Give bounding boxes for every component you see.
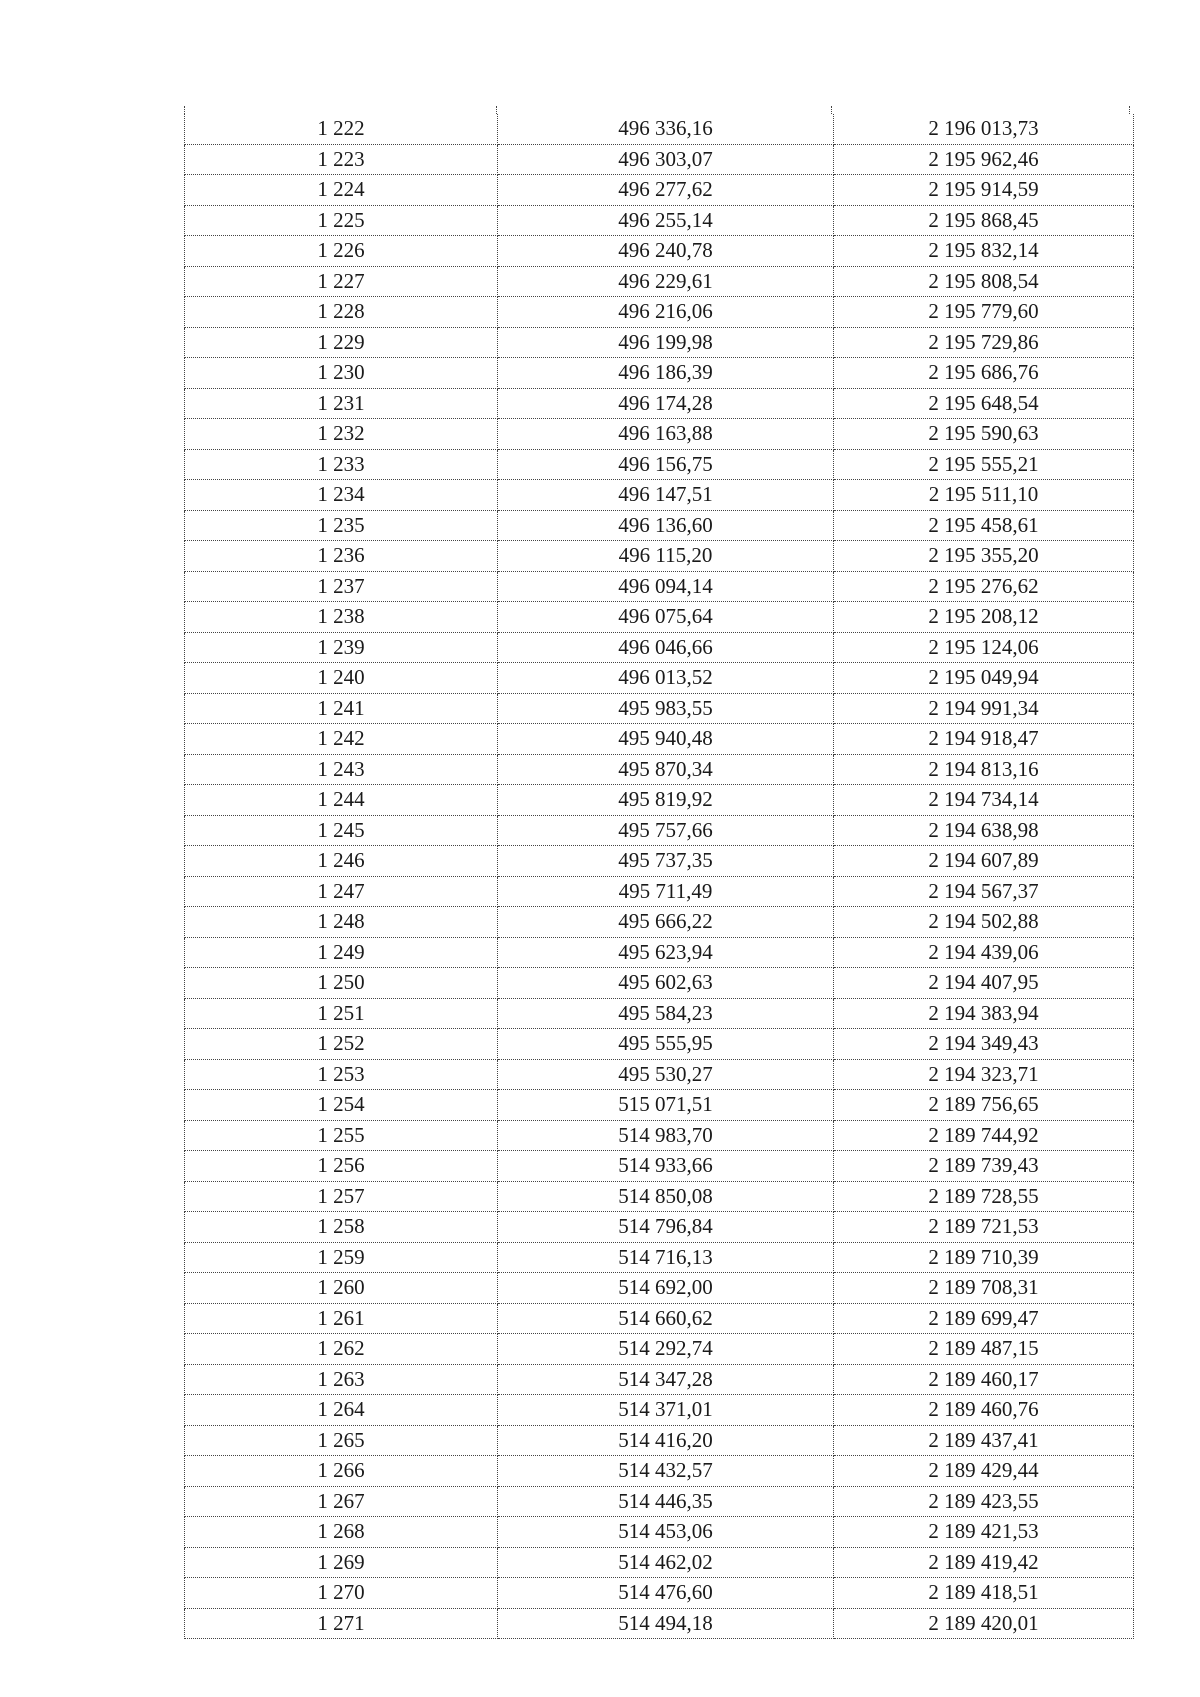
x-coordinate-cell: 496 303,07 [498,144,834,175]
x-coordinate-cell: 495 870,34 [498,754,834,785]
point-number-cell: 1 256 [185,1151,498,1182]
y-coordinate-cell: 2 194 734,14 [834,785,1134,816]
y-coordinate-cell: 2 195 808,54 [834,266,1134,297]
table-row [185,1059,1134,1090]
table-row [185,937,1134,968]
x-coordinate-cell: 514 716,13 [498,1242,834,1273]
point-number-cell: 1 252 [185,1029,498,1060]
x-coordinate-cell: 495 666,22 [498,907,834,938]
y-coordinate-cell: 2 189 728,55 [834,1181,1134,1212]
table-row [185,1212,1134,1243]
point-number-cell: 1 228 [185,297,498,328]
y-coordinate-cell: 2 189 721,53 [834,1212,1134,1243]
y-coordinate-cell: 2 194 407,95 [834,968,1134,999]
x-coordinate-cell: 495 819,92 [498,785,834,816]
x-coordinate-cell: 514 796,84 [498,1212,834,1243]
table-row [185,114,1134,144]
table-row [185,1029,1134,1060]
y-coordinate-cell: 2 194 383,94 [834,998,1134,1029]
y-coordinate-cell: 2 189 756,65 [834,1090,1134,1121]
y-coordinate-cell: 2 194 918,47 [834,724,1134,755]
tick-col-1 [184,106,185,114]
table-row [185,571,1134,602]
x-coordinate-cell: 495 555,95 [498,1029,834,1060]
table-row [185,1608,1134,1639]
y-coordinate-cell: 2 194 349,43 [834,1029,1134,1060]
x-coordinate-cell: 496 174,28 [498,388,834,419]
y-coordinate-cell: 2 189 418,51 [834,1578,1134,1609]
x-coordinate-cell: 514 494,18 [498,1608,834,1639]
table-row [185,1242,1134,1273]
y-coordinate-cell: 2 195 868,45 [834,205,1134,236]
point-number-cell: 1 267 [185,1486,498,1517]
table-row [185,815,1134,846]
x-coordinate-cell: 496 216,06 [498,297,834,328]
point-number-cell: 1 231 [185,388,498,419]
point-number-cell: 1 265 [185,1425,498,1456]
y-coordinate-cell: 2 189 419,42 [834,1547,1134,1578]
y-coordinate-cell: 2 189 699,47 [834,1303,1134,1334]
point-number-cell: 1 248 [185,907,498,938]
point-number-cell: 1 243 [185,754,498,785]
table-row [185,480,1134,511]
point-number-cell: 1 269 [185,1547,498,1578]
y-coordinate-cell: 2 195 355,20 [834,541,1134,572]
tick-col-2 [496,106,497,114]
table-row [185,602,1134,633]
table-row [185,907,1134,938]
x-coordinate-cell: 496 277,62 [498,175,834,206]
point-number-cell: 1 263 [185,1364,498,1395]
y-coordinate-cell: 2 189 460,76 [834,1395,1134,1426]
table-row [185,1395,1134,1426]
y-coordinate-cell: 2 195 511,10 [834,480,1134,511]
table-row [185,419,1134,450]
x-coordinate-cell: 514 432,57 [498,1456,834,1487]
point-number-cell: 1 255 [185,1120,498,1151]
y-coordinate-cell: 2 189 708,31 [834,1273,1134,1304]
y-coordinate-cell: 2 194 567,37 [834,876,1134,907]
x-coordinate-cell: 496 186,39 [498,358,834,389]
point-number-cell: 1 236 [185,541,498,572]
point-number-cell: 1 261 [185,1303,498,1334]
point-number-cell: 1 246 [185,846,498,877]
x-coordinate-cell: 514 446,35 [498,1486,834,1517]
table-row [185,1456,1134,1487]
y-coordinate-cell: 2 194 502,88 [834,907,1134,938]
point-number-cell: 1 233 [185,449,498,480]
y-coordinate-cell: 2 194 813,16 [834,754,1134,785]
table-row [185,1334,1134,1365]
x-coordinate-cell: 495 602,63 [498,968,834,999]
point-number-cell: 1 251 [185,998,498,1029]
point-number-cell: 1 253 [185,1059,498,1090]
table-row [185,1517,1134,1548]
table-row [185,1578,1134,1609]
y-coordinate-cell: 2 196 013,73 [834,114,1134,144]
table-row [185,1120,1134,1151]
point-number-cell: 1 239 [185,632,498,663]
table-row [185,998,1134,1029]
x-coordinate-cell: 496 336,16 [498,114,834,144]
point-number-cell: 1 223 [185,144,498,175]
y-coordinate-cell: 2 189 744,92 [834,1120,1134,1151]
x-coordinate-cell: 496 115,20 [498,541,834,572]
point-number-cell: 1 262 [185,1334,498,1365]
point-number-cell: 1 225 [185,205,498,236]
table-row [185,266,1134,297]
point-number-cell: 1 242 [185,724,498,755]
table-row [185,754,1134,785]
table-row [185,1364,1134,1395]
tick-col-4 [1129,106,1130,114]
point-number-cell: 1 244 [185,785,498,816]
y-coordinate-cell: 2 195 458,61 [834,510,1134,541]
point-number-cell: 1 271 [185,1608,498,1639]
x-coordinate-cell: 515 071,51 [498,1090,834,1121]
table-row [185,449,1134,480]
y-coordinate-cell: 2 195 962,46 [834,144,1134,175]
point-number-cell: 1 270 [185,1578,498,1609]
point-number-cell: 1 268 [185,1517,498,1548]
table-row [185,1425,1134,1456]
table-row [185,724,1134,755]
point-number-cell: 1 232 [185,419,498,450]
point-number-cell: 1 259 [185,1242,498,1273]
x-coordinate-cell: 495 530,27 [498,1059,834,1090]
x-coordinate-cell: 514 476,60 [498,1578,834,1609]
point-number-cell: 1 257 [185,1181,498,1212]
y-coordinate-cell: 2 195 590,63 [834,419,1134,450]
x-coordinate-cell: 496 229,61 [498,266,834,297]
y-coordinate-cell: 2 195 049,94 [834,663,1134,694]
point-number-cell: 1 241 [185,693,498,724]
table-row [185,510,1134,541]
point-number-cell: 1 260 [185,1273,498,1304]
x-coordinate-cell: 496 240,78 [498,236,834,267]
x-coordinate-cell: 514 850,08 [498,1181,834,1212]
point-number-cell: 1 249 [185,937,498,968]
table-row [185,297,1134,328]
table-top-ticks [184,106,1130,114]
x-coordinate-cell: 514 660,62 [498,1303,834,1334]
y-coordinate-cell: 2 195 686,76 [834,358,1134,389]
y-coordinate-cell: 2 195 729,86 [834,327,1134,358]
x-coordinate-cell: 495 737,35 [498,846,834,877]
x-coordinate-cell: 514 371,01 [498,1395,834,1426]
x-coordinate-cell: 495 983,55 [498,693,834,724]
table-row [185,632,1134,663]
y-coordinate-cell: 2 194 638,98 [834,815,1134,846]
point-number-cell: 1 254 [185,1090,498,1121]
table-row [185,1303,1134,1334]
table-row [185,876,1134,907]
y-coordinate-cell: 2 189 487,15 [834,1334,1134,1365]
x-coordinate-cell: 496 075,64 [498,602,834,633]
point-number-cell: 1 234 [185,480,498,511]
x-coordinate-cell: 495 940,48 [498,724,834,755]
y-coordinate-cell: 2 194 607,89 [834,846,1134,877]
x-coordinate-cell: 514 692,00 [498,1273,834,1304]
table-row [185,205,1134,236]
table-row [185,1547,1134,1578]
x-coordinate-cell: 514 416,20 [498,1425,834,1456]
x-coordinate-cell: 496 136,60 [498,510,834,541]
point-number-cell: 1 247 [185,876,498,907]
table-row [185,388,1134,419]
y-coordinate-cell: 2 195 555,21 [834,449,1134,480]
table-row [185,144,1134,175]
x-coordinate-cell: 514 933,66 [498,1151,834,1182]
x-coordinate-cell: 495 584,23 [498,998,834,1029]
x-coordinate-cell: 496 255,14 [498,205,834,236]
point-number-cell: 1 230 [185,358,498,389]
table-row [185,1090,1134,1121]
y-coordinate-cell: 2 195 124,06 [834,632,1134,663]
point-number-cell: 1 250 [185,968,498,999]
y-coordinate-cell: 2 195 648,54 [834,388,1134,419]
table-row [185,327,1134,358]
x-coordinate-cell: 496 013,52 [498,663,834,694]
x-coordinate-cell: 514 347,28 [498,1364,834,1395]
x-coordinate-cell: 514 462,02 [498,1547,834,1578]
table-row [185,968,1134,999]
x-coordinate-cell: 496 147,51 [498,480,834,511]
y-coordinate-cell: 2 194 323,71 [834,1059,1134,1090]
table-row [185,1486,1134,1517]
y-coordinate-cell: 2 189 423,55 [834,1486,1134,1517]
point-number-cell: 1 224 [185,175,498,206]
point-number-cell: 1 237 [185,571,498,602]
y-coordinate-cell: 2 195 779,60 [834,297,1134,328]
y-coordinate-cell: 2 189 421,53 [834,1517,1134,1548]
table-row [185,785,1134,816]
point-number-cell: 1 222 [185,114,498,144]
x-coordinate-cell: 514 292,74 [498,1334,834,1365]
x-coordinate-cell: 496 046,66 [498,632,834,663]
y-coordinate-cell: 2 189 429,44 [834,1456,1134,1487]
y-coordinate-cell: 2 189 437,41 [834,1425,1134,1456]
x-coordinate-cell: 495 757,66 [498,815,834,846]
table-row [185,663,1134,694]
x-coordinate-cell: 495 711,49 [498,876,834,907]
x-coordinate-cell: 496 094,14 [498,571,834,602]
y-coordinate-cell: 2 189 420,01 [834,1608,1134,1639]
table-row [185,846,1134,877]
y-coordinate-cell: 2 195 276,62 [834,571,1134,602]
y-coordinate-cell: 2 189 739,43 [834,1151,1134,1182]
table-row [185,693,1134,724]
y-coordinate-cell: 2 195 208,12 [834,602,1134,633]
point-number-cell: 1 229 [185,327,498,358]
tick-col-3 [831,106,832,114]
point-number-cell: 1 245 [185,815,498,846]
point-number-cell: 1 226 [185,236,498,267]
table-row [185,1151,1134,1182]
table-row [185,1181,1134,1212]
y-coordinate-cell: 2 195 832,14 [834,236,1134,267]
x-coordinate-cell: 514 983,70 [498,1120,834,1151]
x-coordinate-cell: 496 199,98 [498,327,834,358]
y-coordinate-cell: 2 194 439,06 [834,937,1134,968]
table-row [185,236,1134,267]
point-number-cell: 1 266 [185,1456,498,1487]
point-number-cell: 1 227 [185,266,498,297]
point-number-cell: 1 238 [185,602,498,633]
table-row [185,1273,1134,1304]
point-number-cell: 1 240 [185,663,498,694]
table-row [185,175,1134,206]
point-number-cell: 1 235 [185,510,498,541]
x-coordinate-cell: 496 163,88 [498,419,834,450]
y-coordinate-cell: 2 195 914,59 [834,175,1134,206]
point-number-cell: 1 264 [185,1395,498,1426]
coordinates-table-body [185,114,1134,1639]
y-coordinate-cell: 2 189 710,39 [834,1242,1134,1273]
table-row [185,358,1134,389]
y-coordinate-cell: 2 189 460,17 [834,1364,1134,1395]
x-coordinate-cell: 496 156,75 [498,449,834,480]
point-number-cell: 1 258 [185,1212,498,1243]
x-coordinate-cell: 495 623,94 [498,937,834,968]
x-coordinate-cell: 514 453,06 [498,1517,834,1548]
y-coordinate-cell: 2 194 991,34 [834,693,1134,724]
table-row [185,541,1134,572]
coordinates-table [184,114,1134,1639]
